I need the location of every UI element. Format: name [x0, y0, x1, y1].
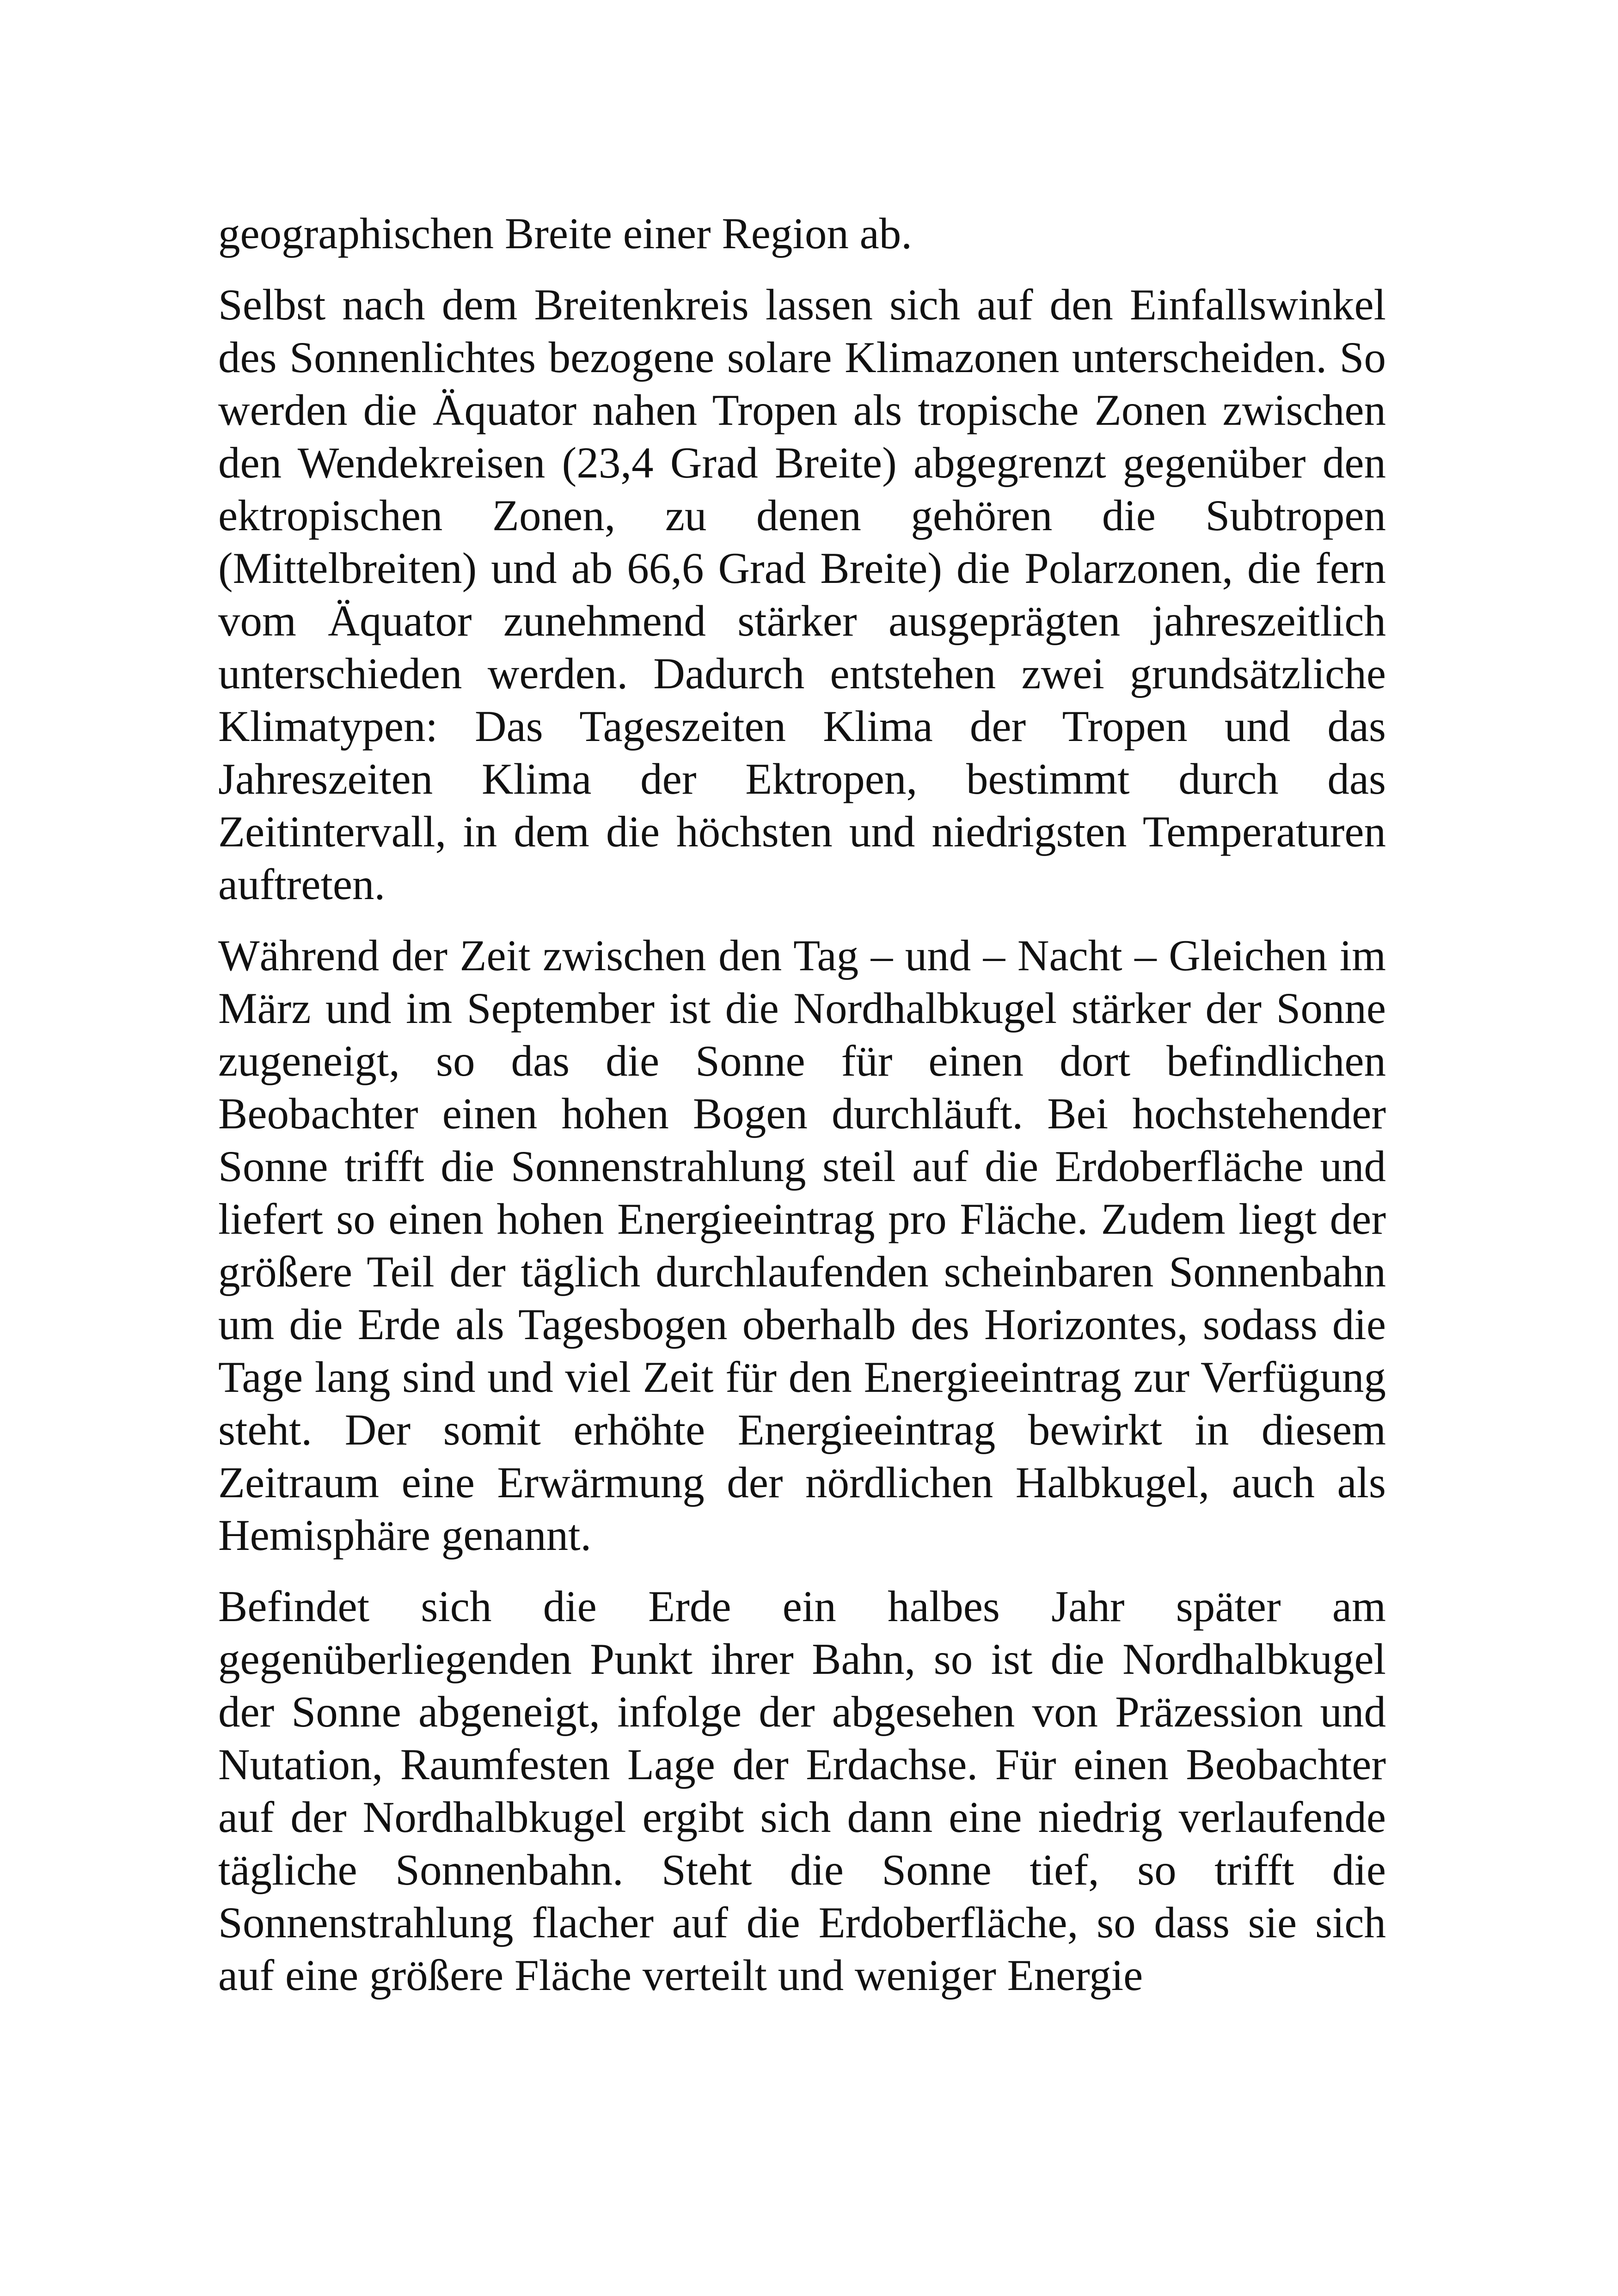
paragraph-northern-summer: Während der Zeit zwischen den Tag – und – Nacht – Gleichen im März und im September ist die Nordhalbkugel stärker der Sonne zugeneigt, so das die Sonne für einen dort befindlichen Beobachter einen hohen Bogen durchläuft. Bei hochstehender Sonne trifft die Sonnenstrahlung steil auf die Erdoberfläche und liefert so einen hohen Energieeintrag pro Fläche. Zudem liegt der größere Teil der täglich durchlaufenden scheinbaren Sonnenbahn um die Erde als Tagesbogen oberhalb des Horizontes, sodass die Tage lang sind und viel Zeit für den Energieeintrag zur Verfügung steht. Der somit erhöhte Energieeintrag bewirkt in diesem Zeitraum eine Erwärmung der nördlichen Halbkugel, auch als Hemisphäre genannt.	[218, 931, 1386, 1560]
paragraph-continuation: geographischen Breite einer Region ab.	[218, 209, 912, 258]
paragraph-climate-zones: Selbst nach dem Breitenkreis lassen sich auf den Einfallswinkel des Sonnenlichtes bezogene solare Klimazonen unterscheiden. So werden die Äquator nahen Tropen als tropische Zonen zwischen den Wendekreisen (23,4 Grad Breite) abgegrenzt gegenüber den ektropischen Zonen, zu denen gehören die Subtropen (Mittelbreiten) und ab 66,6 Grad Breite) die Polarzonen, die fern vom Äquator zunehmend stärker ausgeprägten jahreszeitlich unterschieden werden. Dadurch entstehen zwei grundsätzliche Klimatypen: Das Tageszeiten Klima der Tropen und das Jahreszeiten Klima der Ektropen, bestimmt durch das Zeitintervall, in dem die höchsten und niedrigsten Temperaturen auftreten.	[218, 280, 1386, 909]
paragraph-northern-winter: Befindet sich die Erde ein halbes Jahr später am gegenüberliegenden Punkt ihrer Bahn, so ist die Nordhalbkugel der Sonne abgeneigt, infolge der abgesehen von Präzession und Nutation, Raumfesten Lage der Erdachse. Für einen Beobachter auf der Nordhalbkugel ergibt sich dann eine niedrig verlaufende tägliche Sonnenbahn. Steht die Sonne tief, so trifft die Sonnenstrahlung flacher auf die Erdoberfläche, so dass sie sich auf eine größere Fläche verteilt und weniger Energie	[218, 1582, 1386, 2000]
document-page	[218, 207, 1386, 2020]
